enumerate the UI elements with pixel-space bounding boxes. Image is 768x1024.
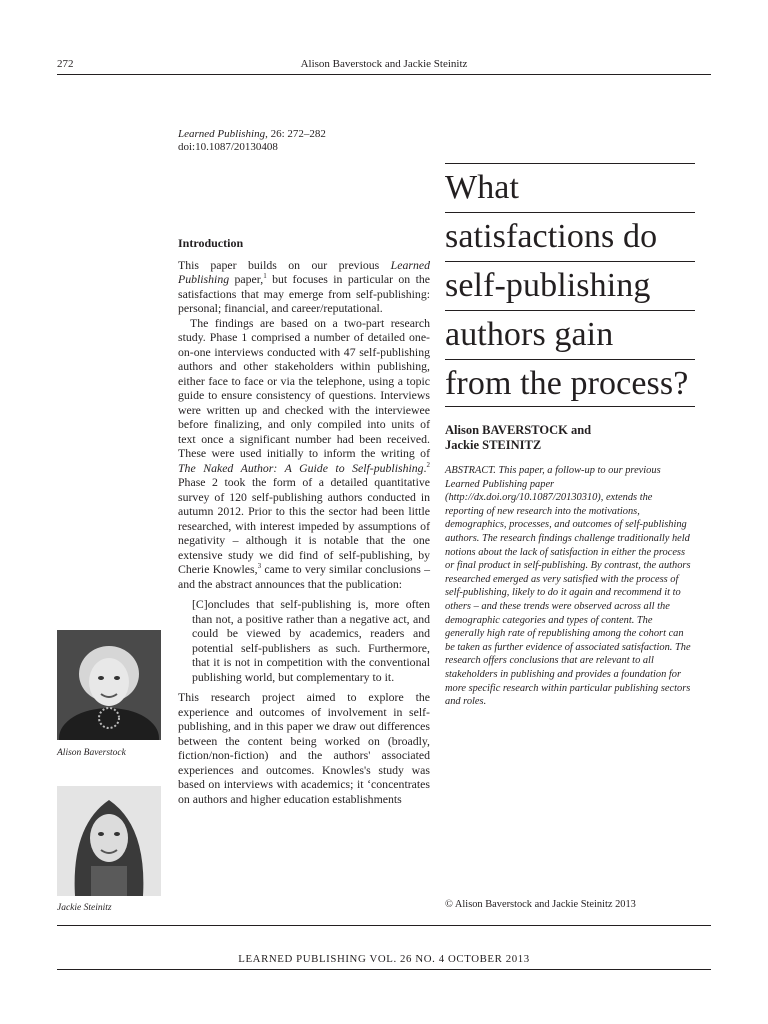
copyright-notice: © Alison Baverstock and Jackie Steinitz 2013 — [445, 899, 636, 910]
body-text — [178, 236, 430, 806]
citation — [178, 128, 326, 154]
citation-journal: Learned Publishing — [178, 128, 266, 140]
page-number: 272 — [57, 58, 74, 70]
photo-caption: Jackie Steinitz — [57, 903, 112, 913]
paragraph: This research project aimed to explore the experience and outcomes of involvement in self-publishing, and in this paper we draw out differences between the content being worked on (broadly, fiction/non-fiction) and the authors' associated experiences and outcomes. Knowles's study was based on interviews with academics; it ‘concentrates on authors and higher education establishments — [178, 690, 430, 806]
section-heading: Introduction — [178, 236, 244, 250]
running-head: Alison Baverstock and Jackie Steinitz — [300, 58, 468, 70]
author-photo-alison — [57, 630, 161, 740]
title-bottom-rule — [445, 406, 695, 407]
footer: LEARNED PUBLISHING VOL. 26 NO. 4 OCTOBER 2013 — [238, 953, 530, 965]
title-line: self-publishing — [445, 261, 695, 310]
title-line: What — [445, 163, 695, 212]
abstract: ABSTRACT. This paper, a follow-up to our previous Learned Publishing paper (http://dx.doi.org/10.1087/20130310), extends the reporting of new research into the motivations, demographics, processes, and outcomes of self-publishing authors. The research findings challenge traditionally held notions about the lack of satisfaction in either the process or final product in self-publishing. By contrast, the authors researched emerged as very satisfied with the process of self-publishing, likely to do it again and recommend it to others – and these trends were observed across all the demographic categories and types of content. The generally high rate of republishing among the cohort can be taken as further evidence of associated satisfaction. The research offers conclusions that are relevant to all stakeholders in publishing and provides a foundation for more specific research within particular publishing sectors and roles. — [445, 465, 691, 708]
block-quote: [C]oncludes that self-publishing is, more often than not, a positive rather than a negative act, and could be viewed by academics, readers and potential self-publishers as such. Furthermore, that it is not in competition with the conventional publishing world, but complementary to it. — [192, 597, 430, 684]
citation-doi: doi:10.1087/20130408 — [178, 141, 278, 153]
photo-caption: Alison Baverstock — [57, 748, 126, 758]
paragraph: This paper builds on our previous Learned Publishing paper,$^1$ but focuses in particular on the satisfactions that may emerge from self-publishing: personal; financial, and career/reputational. — [178, 257, 431, 315]
title-line: from the process? — [445, 359, 695, 408]
citation-volume-pages: , 26: 272–282 — [265, 128, 326, 140]
author-photo-jackie — [57, 786, 161, 896]
author-line: Alison BAVERSTOCK and — [445, 423, 592, 437]
footer-bottom-rule — [57, 969, 711, 970]
author-names — [445, 423, 685, 453]
title-line: authors gain — [445, 310, 695, 359]
article-title — [445, 163, 695, 408]
header-rule — [57, 74, 711, 75]
footer-rule — [57, 925, 711, 926]
title-line: satisfactions do — [445, 212, 695, 261]
author-line: Jackie STEINITZ — [445, 438, 542, 452]
paragraph: The findings are based on a two-part research study. Phase 1 comprised a number of detailed one-on-one interviews conducted with 47 self-publishing authors and other stakeholders within publishing, either face to face or via the telephone, using a topic guide to ensure consistency of questions. Interviews were written up and checked with the interviewee before finalizing, and only compiled into units of text once a significant number had been received. These were used initially to inform the writing of The Naked Author: A Guide to Self-publishing.$^2$ Phase 2 took the form of a detailed quantitative survey of 120 self-publishing authors conducted in autumn 2012. Prior to this the sector had been little researched, with interest impeded by assumptions of negativity – although it is notable that the one extensive study we did find of self-publishing, by Cherie Knowles,$^3$ came to very similar conclusions – and the abstract announces that the publication: — [178, 315, 430, 591]
